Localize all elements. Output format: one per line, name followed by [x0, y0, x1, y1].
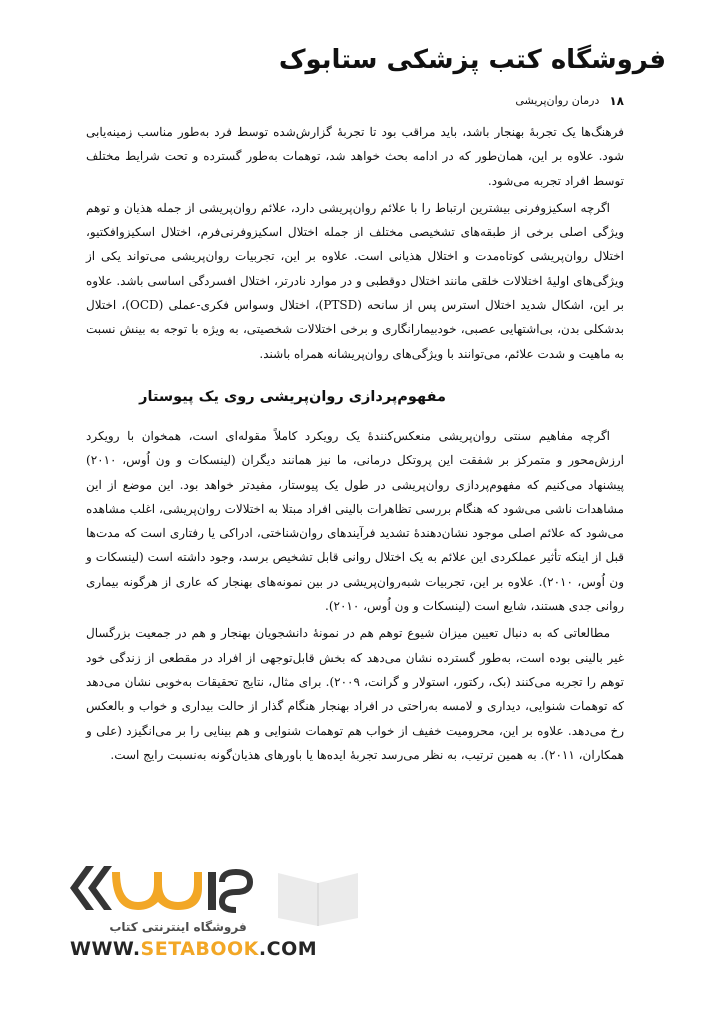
url-suffix: .COM [258, 938, 318, 960]
url-brand: SETABOOK [140, 938, 259, 960]
setabook-logo-icon [58, 858, 258, 918]
url-prefix: WWW. [70, 938, 141, 960]
watermark-tagline: فروشگاه اینترنتی کتاب [109, 920, 247, 934]
page-body [86, 120, 624, 770]
paragraph-1: فرهنگ‌ها یک تجربهٔ بهنجار باشد، باید مراقب بود تا تجربهٔ گزارش‌شده توسط فرد به‌طور مناسب زمینه‌یابی شود. علاوه بر این، همان‌طور که در ادامه بحث خواهد شد، توهمات به‌طور گسترده و تحت شرایط مختلف توسط افراد تجربه می‌شود. [86, 125, 624, 188]
paragraph-4: مطالعاتی که به دنبال تعیین میزان شیوع توهم هم در نمونهٔ دانشجویان بهنجار و هم در جمعیت بزرگسال غیر بالینی بوده است، به‌طور گسترده نشان می‌دهد که بخش قابل‌توجهی از افراد در مقطعی از زندگی خود توهم را تجربه می‌کنند (بک، رکتور، استولار و گرانت، ۲۰۰۹). برای مثال، نتایج تحقیقات به‌خوبی نشان می‌دهد که توهمات شنوایی، دیداری و لامسه به‌راحتی در افراد بهنجار هنگام گذار از حالت بیداری و خواب و بالعکس رخ می‌دهد. علاوه بر این، محرومیت خفیف از خواب هم توهمات شنوایی و هم بینایی را بر می‌انگیزد (علی و همکاران، ۲۰۱۱). به همین ترتیب، به نظر می‌رسد تجربهٔ ایده‌ها یا باورهای هذیان‌گونه به‌نسبت رایج است. [86, 626, 624, 762]
watermark-url [70, 938, 317, 960]
site-title: فروشگاه کتب پزشکی ستابوک [278, 45, 666, 75]
paragraph-3: اگرچه مفاهیم سنتی روان‌پریشی منعکس‌کنندهٔ یک رویکرد کاملاً مقوله‌ای است، همخوان با رویکرد ارزش‌محور و متمرکز بر شفقت این پروتکل درمانی، ما نیز همانند دیگران (لینسکات و ون اُوس، ۲۰۱۰) پیشنهاد می‌کنیم که مفهوم‌پردازی روان‌پریشی در طول یک پیوستار، مفیدتر خواهد بود. این موضع از این مشاهدات ناشی می‌شود که هنگام بررسی تظاهرات بالینی افراد مبتلا به اختلالات روان‌پریشی، اغلب مشاهده می‌شود که علائم اصلی موجود نشان‌دهندهٔ تشدید فرآیندهای روان‌شناختی، ادراکی یا رفتاری است که مدت‌ها قبل از اینکه تأثیر عملکردی این علائم به یک اختلال روانی قابل تشخیص برسد، وجود داشته است (لینسکات و ون اُوس، ۲۰۱۰). علاوه بر این، تجربیات شبه‌روان‌پریشی در بین نمونه‌های بهنجار که عاری از هرگونه بیماری روانی جدی هستند، شایع است (لینسکات و ون اُوس، ۲۰۱۰). [86, 428, 625, 614]
page-number: ۱۸ [609, 94, 624, 108]
setabook-watermark [40, 858, 370, 968]
chapter-title: درمان روان‌پریشی [515, 94, 600, 107]
paragraph-2: اگرچه اسکیزوفرنی بیشترین ارتباط را با علائم روان‌پریشی دارد، علائم روان‌پریشی از جمله هذیان و توهم ویژگی اصلی برخی از طبقه‌های تشخیصی مختلف از جمله اختلال اسکیزوفرنی‌فرم، اختلال اسکیزوافکتیو، اختلال روان‌پریشی کوتاه‌مدت و اختلال هذیانی است. علاوه بر این، تجربیات روان‌پریشی می‌تواند یکی از ویژگی‌های اولیهٔ اختلالات خلقی مانند اختلال دوقطبی و در موارد نادرتر، اختلال افسردگی اساسی باشد. علاوه بر این، اشکال شدید اختلال استرس پس از سانحه (PTSD)، اختلال وسواس فکری-عملی (OCD)، اختلال بدشکلی بدن، بی‌اشتهایی عصبی، خودبیمارانگاری و برخی اختلالات شخصیتی، به ویژه با توجه به بینش نسبت به ماهیت و شدت علائم، می‌توانند با ویژگی‌های روان‌پریشانه همراه باشند. [86, 200, 625, 361]
running-head [40, 93, 624, 109]
section-heading: مفهوم‌پردازی روان‌پریشی روی یک پیوستار [139, 388, 446, 405]
